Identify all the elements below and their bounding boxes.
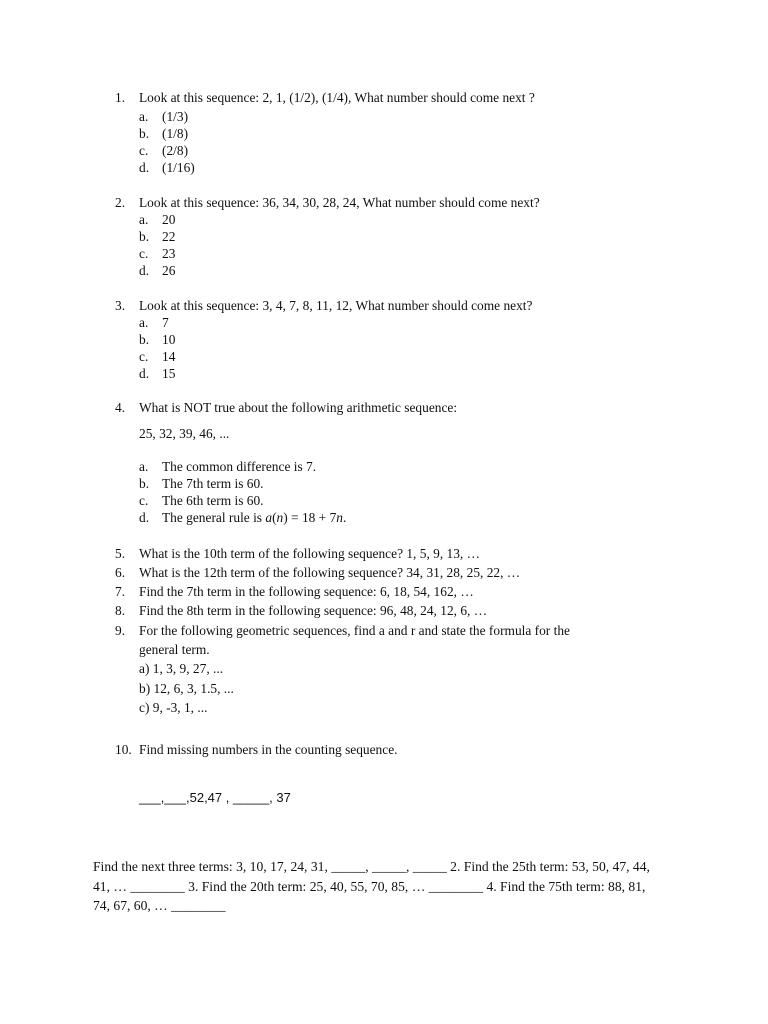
rule-variable-a: a [265, 510, 273, 525]
additional-problems-paragraph: Find the next three terms: 3, 10, 17, 24, 31, _____, _____, _____ 2. Find the 25th term: 53, 50, 47, 44, 41, … ________ 3. Find the 20th term: 25, 40, 55, 70, 85, … ________ 4. Find the 75th term: 88, 81, 74, 67, 60, … ________ [93, 859, 650, 913]
question-number: 9. [115, 623, 126, 638]
question-text: Find the 8th term in the following sequence: 96, 48, 24, 12, 6, … [139, 603, 488, 618]
question-number: 4. [115, 400, 126, 415]
option-text: (1/16) [162, 160, 195, 175]
question-number: 1. [115, 90, 126, 105]
option-label: b. [139, 126, 150, 141]
option-text: 23 [162, 246, 176, 261]
question-number: 8. [115, 603, 126, 618]
option-label: d. [139, 160, 150, 175]
question-text: Find the 7th term in the following sequence: 6, 18, 54, 162, … [139, 584, 474, 599]
sub-part-c: c) 9, -3, 1, ... [139, 700, 208, 715]
option-text: 22 [162, 229, 176, 244]
option-label: b. [139, 332, 150, 347]
option-text: The common difference is 7. [162, 459, 317, 474]
rule-variable-n: n [276, 510, 284, 525]
option-label: b. [139, 476, 150, 491]
rule-end: . [342, 510, 347, 525]
option-text-general-rule [162, 509, 346, 526]
option-text: (1/8) [162, 126, 189, 141]
option-text: 15 [162, 366, 176, 381]
rule-variable-n2: n [336, 510, 343, 525]
option-label: a. [139, 459, 149, 474]
option-text: 7 [162, 315, 169, 330]
option-text: (1/3) [162, 109, 189, 124]
rule-prefix: The general rule is [162, 510, 266, 525]
question-text: What is the 12th term of the following sequence? 34, 31, 28, 25, 22, … [139, 565, 521, 580]
option-text: 14 [162, 349, 176, 364]
question-number: 5. [115, 546, 126, 561]
question-number: 10. [115, 742, 132, 757]
question-number: 6. [115, 565, 126, 580]
question-text-continued: general term. [139, 642, 210, 657]
question-text: Look at this sequence: 3, 4, 7, 8, 11, 12, What number should come next? [139, 298, 533, 313]
option-text: The 6th term is 60. [162, 493, 264, 508]
option-label: c. [139, 493, 149, 508]
question-text: Look at this sequence: 2, 1, (1/2), (1/4), What number should come next ? [139, 90, 535, 105]
sequence-text: 25, 32, 39, 46, ... [139, 426, 230, 441]
option-label: a. [139, 109, 149, 124]
question-number: 2. [115, 195, 126, 210]
sequence-blanks: ___,___,52,47 , _____, 37 [139, 790, 291, 805]
option-label: c. [139, 143, 149, 158]
rule-paren-open: ( [272, 510, 277, 525]
option-text: 26 [162, 263, 176, 278]
option-label: d. [139, 510, 150, 525]
option-label: a. [139, 315, 149, 330]
option-text: 20 [162, 212, 176, 227]
option-label: c. [139, 349, 149, 364]
question-number: 7. [115, 584, 126, 599]
question-text: Look at this sequence: 36, 34, 30, 28, 24, What number should come next? [139, 195, 540, 210]
question-number: 3. [115, 298, 126, 313]
option-label: b. [139, 229, 150, 244]
option-label: c. [139, 246, 149, 261]
sub-part-b: b) 12, 6, 3, 1.5, ... [139, 681, 234, 696]
option-label: a. [139, 212, 149, 227]
option-label: d. [139, 263, 150, 278]
question-text: For the following geometric sequences, find a and r and state the formula for the [139, 623, 570, 638]
option-label: d. [139, 366, 150, 381]
sub-part-a: a) 1, 3, 9, 27, ... [139, 661, 224, 676]
question-text: What is NOT true about the following arithmetic sequence: [139, 400, 458, 415]
option-text: 10 [162, 332, 176, 347]
question-text: What is the 10th term of the following sequence? 1, 5, 9, 13, … [139, 546, 481, 561]
option-text: The 7th term is 60. [162, 476, 264, 491]
rule-middle: ) = 18 + 7 [283, 510, 337, 525]
question-text: Find missing numbers in the counting sequence. [139, 742, 398, 757]
option-text: (2/8) [162, 143, 189, 158]
